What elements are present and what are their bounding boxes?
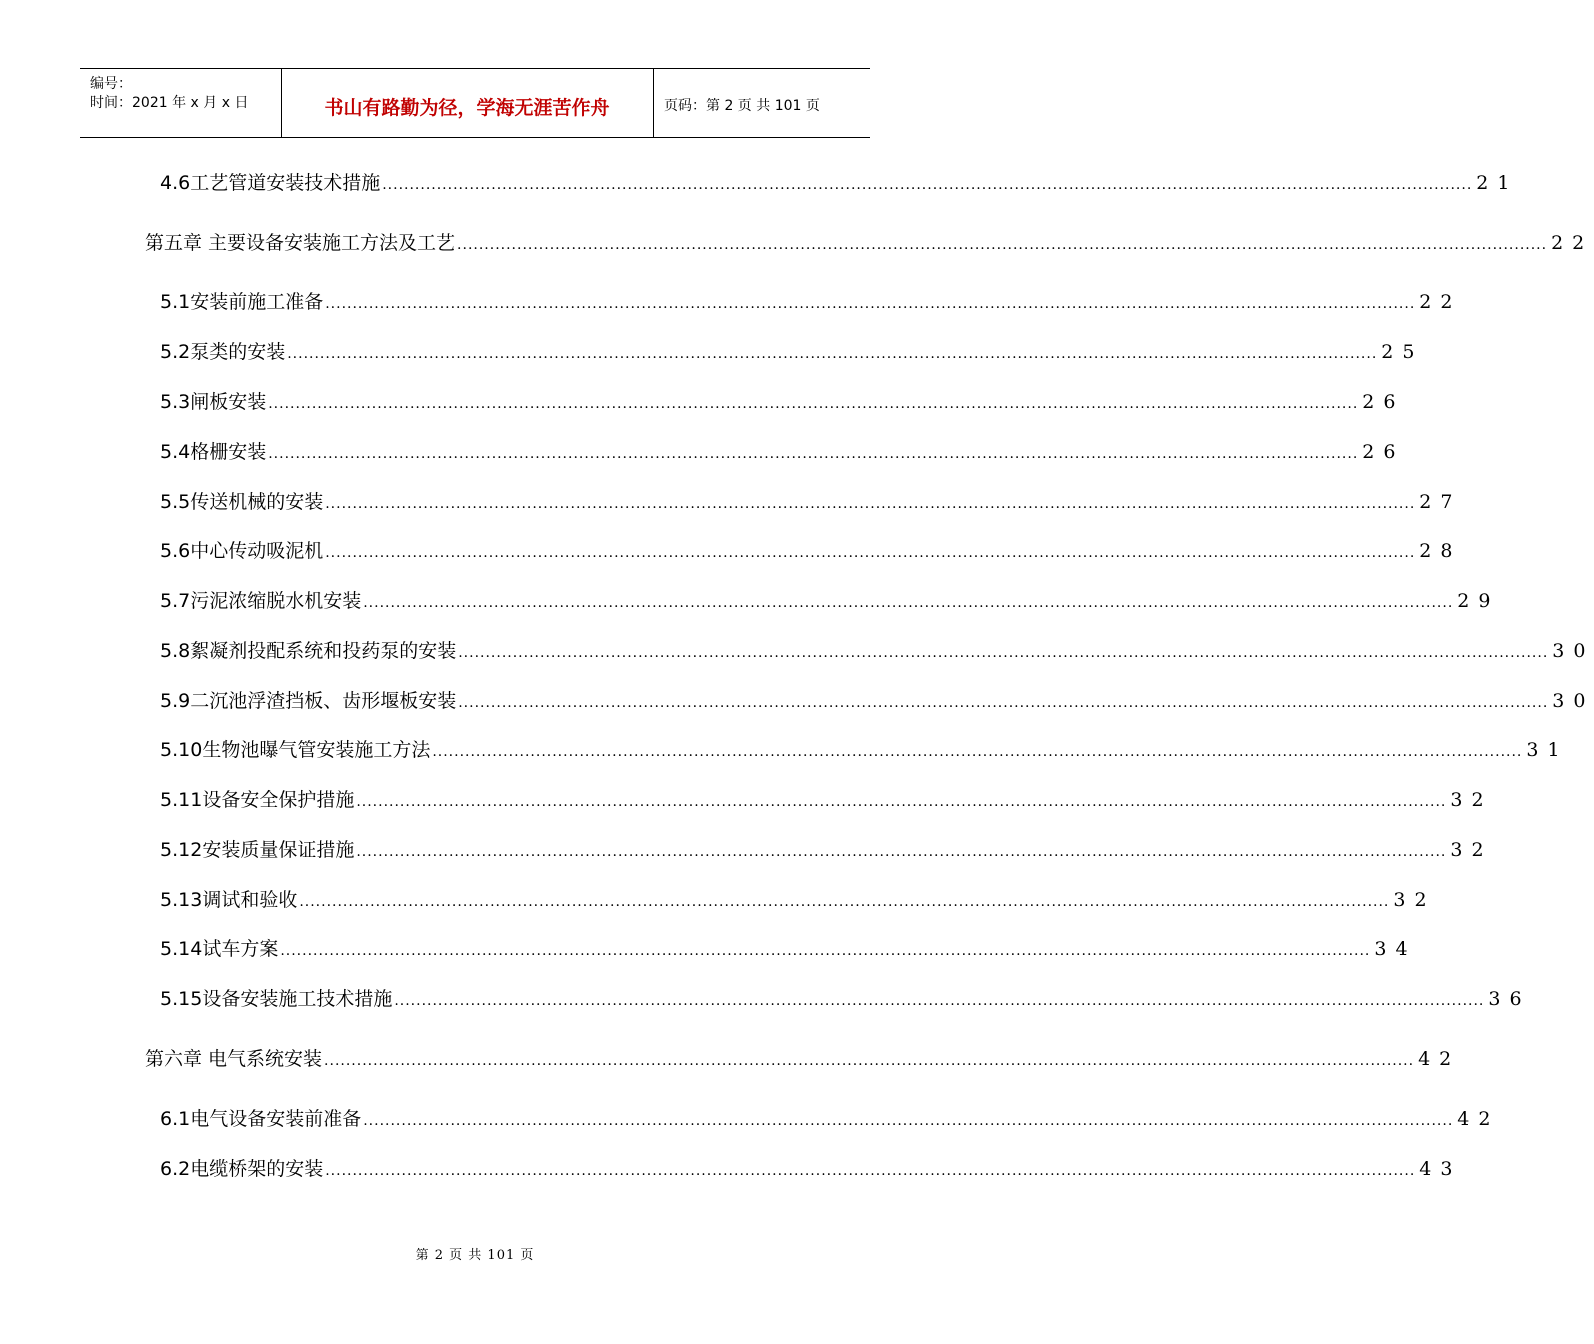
toc-dot-leader: ........................................................................................................................................................................................................: [458, 645, 1549, 661]
toc-entry-page: 21: [1476, 172, 1519, 194]
toc-entry-title: 电气设备安装前准备: [190, 1108, 362, 1130]
toc-entry-page: 32: [1450, 839, 1493, 861]
toc-entry-label: [160, 735, 430, 765]
toc-entry-page: 42: [1418, 1048, 1461, 1070]
toc-entry-number: 5.14: [160, 938, 203, 960]
toc-dot-leader: ........................................................................................................................................................................................................: [457, 237, 1548, 253]
toc-entry-label: [160, 636, 456, 666]
toc-dot-leader: ........................................................................................................................................................................................................: [287, 346, 1378, 362]
page-info: 页码：第 2 页 共 101 页: [664, 98, 820, 114]
toc-dot-leader: ........................................................................................................................................................................................................: [458, 695, 1549, 711]
toc-entry-page: 32: [1450, 789, 1493, 811]
toc-entry-label: [160, 437, 266, 467]
date-label: 时间：2021 年 x 月 x 日: [90, 95, 249, 111]
toc-entry-title: 安装质量保证措施: [202, 839, 355, 861]
toc-entry-label: [160, 934, 278, 964]
toc-entry-title: 调试和验收: [202, 889, 298, 911]
toc-entry-page: 32: [1393, 889, 1436, 911]
toc-entry[interactable]: [160, 1104, 1500, 1134]
toc-dot-leader: ........................................................................................................................................................................................................: [324, 1053, 1415, 1069]
toc-entry[interactable]: [160, 735, 1569, 765]
toc-entry-label: [160, 984, 392, 1014]
toc-entry-title: 设备安装施工技术措施: [202, 988, 393, 1010]
toc-entry[interactable]: [160, 168, 1519, 198]
toc-chapter-entry[interactable]: [145, 228, 1594, 258]
toc-dot-leader: ........................................................................................................................................................................................................: [325, 496, 1416, 512]
toc-entry[interactable]: [160, 1154, 1462, 1184]
toc-entry-number: 5.8: [160, 640, 191, 662]
toc-dot-leader: ........................................................................................................................................................................................................: [299, 894, 1390, 910]
toc-entry-label: [160, 885, 297, 915]
header-meta-cell: [80, 69, 282, 137]
toc-dot-leader: ........................................................................................................................................................................................................: [325, 1163, 1416, 1179]
motto: 书山有路勤为径，学海无涯苦作舟: [324, 97, 610, 119]
toc-chapter-entry[interactable]: [145, 1044, 1461, 1074]
toc-entry-page: 22: [1419, 291, 1462, 313]
toc-entry[interactable]: [160, 387, 1405, 417]
toc-entry[interactable]: [160, 536, 1462, 566]
toc-entry-page: 22: [1551, 232, 1594, 254]
toc-entry[interactable]: [160, 437, 1405, 467]
toc-entry-label: [160, 536, 323, 566]
toc-dot-leader: ........................................................................................................................................................................................................: [325, 545, 1416, 561]
toc-dot-leader: ........................................................................................................................................................................................................: [363, 595, 1454, 611]
toc-entry-title: 格栅安装: [190, 441, 267, 463]
toc-entry-label: [160, 337, 285, 367]
toc-entry-number: 5.4: [160, 441, 191, 463]
toc-entry-label: [160, 835, 354, 865]
toc-dot-leader: ........................................................................................................................................................................................................: [363, 1113, 1454, 1129]
toc-entry[interactable]: [160, 686, 1594, 716]
page-header: [80, 68, 870, 138]
toc-entry-number: 5.12: [160, 839, 203, 861]
toc-entry-page: 43: [1419, 1158, 1462, 1180]
code-label: 编号：: [90, 76, 132, 92]
toc-entry[interactable]: [160, 934, 1417, 964]
toc-entry-title: 设备安全保护措施: [202, 789, 355, 811]
toc-entry-label: [160, 586, 361, 616]
header-page-cell: [654, 69, 870, 137]
toc-entry-number: 5.2: [160, 341, 191, 363]
toc-entry-label: [160, 686, 456, 716]
toc-entry-title: 闸板安装: [190, 391, 267, 413]
toc-entry-number: 5.6: [160, 540, 191, 562]
toc-entry-title: 污泥浓缩脱水机安装: [190, 590, 362, 612]
toc-dot-leader: ........................................................................................................................................................................................................: [280, 943, 1371, 959]
toc-entry-label: [160, 287, 323, 317]
toc-entry[interactable]: [160, 487, 1462, 517]
toc-entry-number: 6.1: [160, 1108, 191, 1130]
toc-entry-number: 5.9: [160, 690, 191, 712]
toc-entry-number: 5.1: [160, 291, 191, 313]
toc-entry-page: 31: [1526, 739, 1569, 761]
toc-entry[interactable]: [160, 287, 1462, 317]
page-footer: 第 2 页 共 101 页: [415, 1248, 535, 1263]
toc-entry-title: 传送机械的安装: [190, 491, 324, 513]
toc-entry-title: 泵类的安装: [190, 341, 286, 363]
toc-dot-leader: ........................................................................................................................................................................................................: [382, 177, 1473, 193]
toc-entry-number: 6.2: [160, 1158, 191, 1180]
toc-entry-page: 28: [1419, 540, 1462, 562]
toc-entry[interactable]: [160, 984, 1531, 1014]
toc-entry-number: 5.11: [160, 789, 203, 811]
toc-entry-number: 5.7: [160, 590, 191, 612]
toc-entry-title: 生物池曝气管安装施工方法: [202, 739, 431, 761]
toc-entry-label: [160, 168, 380, 198]
toc-entry-page: 26: [1362, 441, 1405, 463]
toc-entry-number: 5.10: [160, 739, 203, 761]
toc-dot-leader: ........................................................................................................................................................................................................: [268, 396, 1359, 412]
toc-entry[interactable]: [160, 885, 1436, 915]
toc-entry[interactable]: [160, 785, 1493, 815]
toc-entry-page: 30: [1552, 690, 1594, 712]
toc-dot-leader: ........................................................................................................................................................................................................: [394, 993, 1485, 1009]
toc-entry-label: [145, 228, 455, 258]
toc-entry-title: 絮凝剂投配系统和投药泵的安装: [190, 640, 457, 662]
toc-entry-number: 5.13: [160, 889, 203, 911]
toc-entry-title: 电缆桥架的安装: [190, 1158, 324, 1180]
toc-dot-leader: ........................................................................................................................................................................................................: [356, 794, 1447, 810]
toc-entry[interactable]: [160, 636, 1594, 666]
header-motto-cell: [281, 69, 654, 137]
toc-dot-leader: ........................................................................................................................................................................................................: [432, 744, 1523, 760]
toc-entry-label: [160, 785, 354, 815]
toc-entry-title: 二沉池浮渣挡板、齿形堰板安装: [190, 690, 457, 712]
toc-entry-title: 第五章 主要设备安装施工方法及工艺: [145, 232, 456, 254]
toc-entry-page: 36: [1488, 988, 1531, 1010]
toc-entry[interactable]: [160, 337, 1424, 367]
toc-entry-number: 4.6: [160, 172, 191, 194]
toc-dot-leader: ........................................................................................................................................................................................................: [356, 844, 1447, 860]
toc-entry-page: 26: [1362, 391, 1405, 413]
toc-entry[interactable]: [160, 835, 1493, 865]
toc-entry-label: [160, 387, 266, 417]
toc-entry-label: [145, 1044, 322, 1074]
toc-entry-label: [160, 1154, 323, 1184]
toc-entry-title: 试车方案: [202, 938, 279, 960]
toc-entry-page: 34: [1374, 938, 1417, 960]
toc-entry-number: 5.3: [160, 391, 191, 413]
toc-entry-title: 中心传动吸泥机: [190, 540, 324, 562]
toc-entry-page: 25: [1381, 341, 1424, 363]
toc-dot-leader: ........................................................................................................................................................................................................: [268, 446, 1359, 462]
toc-entry-title: 安装前施工准备: [190, 291, 324, 313]
toc-entry-number: 5.5: [160, 491, 191, 513]
toc-entry-page: 30: [1552, 640, 1594, 662]
toc-entry-page: 29: [1457, 590, 1500, 612]
toc-entry-title: 工艺管道安装技术措施: [190, 172, 381, 194]
toc-entry-page: 27: [1419, 491, 1462, 513]
toc-entry-label: [160, 487, 323, 517]
toc-dot-leader: ........................................................................................................................................................................................................: [325, 296, 1416, 312]
toc-entry[interactable]: [160, 586, 1500, 616]
toc-entry-number: 5.15: [160, 988, 203, 1010]
toc-entry-title: 第六章 电气系统安装: [145, 1048, 323, 1070]
toc-entry-label: [160, 1104, 361, 1134]
toc-entry-page: 42: [1457, 1108, 1500, 1130]
